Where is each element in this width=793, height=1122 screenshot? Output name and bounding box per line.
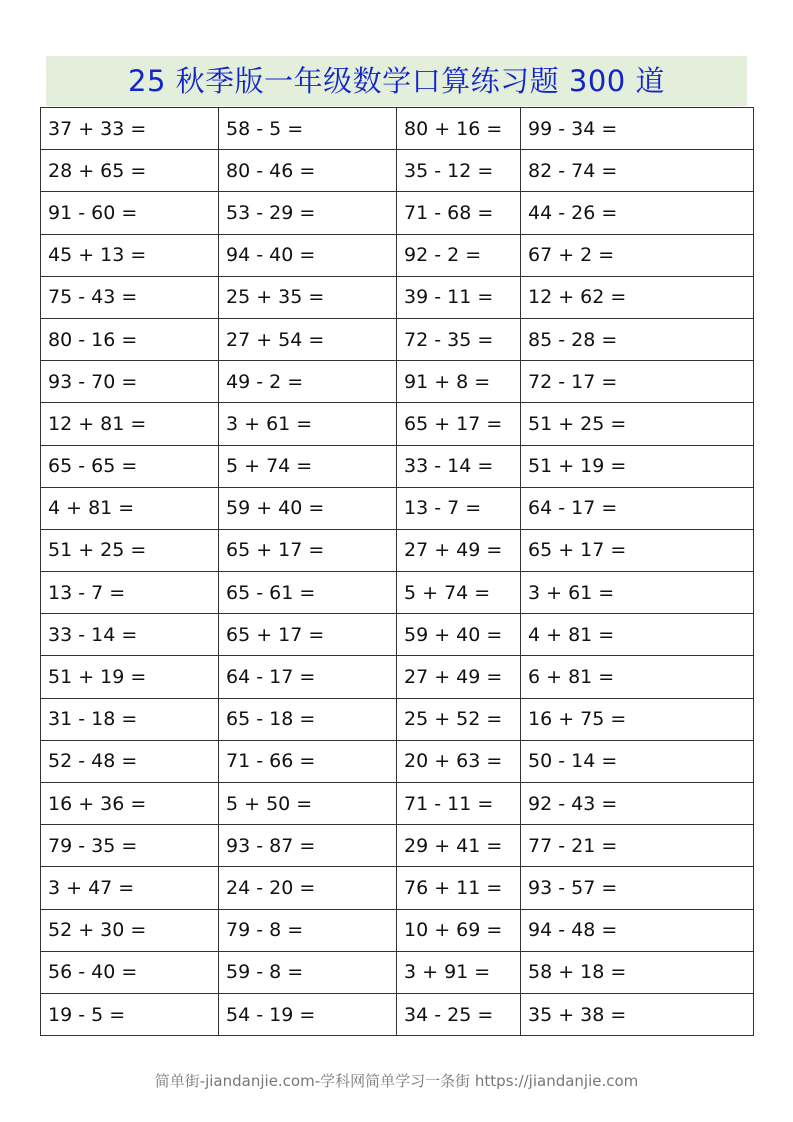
problem-cell: 75 - 43 = bbox=[41, 276, 219, 318]
problem-cell: 91 - 60 = bbox=[41, 192, 219, 234]
table-row bbox=[41, 192, 754, 234]
problem-cell: 3 + 91 = bbox=[397, 951, 521, 993]
problem-cell: 80 - 16 = bbox=[41, 318, 219, 360]
problem-cell: 45 + 13 = bbox=[41, 234, 219, 276]
problem-cell: 65 - 61 = bbox=[219, 572, 397, 614]
problem-cell: 35 + 38 = bbox=[521, 993, 754, 1035]
problem-cell: 5 + 74 = bbox=[219, 445, 397, 487]
problem-cell: 51 + 19 = bbox=[41, 656, 219, 698]
problem-cell: 27 + 49 = bbox=[397, 529, 521, 571]
table-row bbox=[41, 445, 754, 487]
problem-cell: 76 + 11 = bbox=[397, 867, 521, 909]
problem-cell: 59 + 40 = bbox=[219, 487, 397, 529]
problem-cell: 65 + 17 = bbox=[397, 403, 521, 445]
problem-cell: 16 + 36 = bbox=[41, 783, 219, 825]
problem-cell: 71 - 66 = bbox=[219, 740, 397, 782]
problem-cell: 99 - 34 = bbox=[521, 108, 754, 150]
problem-cell: 3 + 47 = bbox=[41, 867, 219, 909]
problem-cell: 16 + 75 = bbox=[521, 698, 754, 740]
problem-cell: 91 + 8 = bbox=[397, 361, 521, 403]
problem-cell: 31 - 18 = bbox=[41, 698, 219, 740]
table-row bbox=[41, 867, 754, 909]
problem-table bbox=[40, 107, 754, 1036]
problem-cell: 94 - 40 = bbox=[219, 234, 397, 276]
title-banner bbox=[46, 56, 747, 106]
problem-cell: 92 - 2 = bbox=[397, 234, 521, 276]
problem-cell: 79 - 35 = bbox=[41, 825, 219, 867]
problem-cell: 28 + 65 = bbox=[41, 150, 219, 192]
problem-cell: 65 + 17 = bbox=[521, 529, 754, 571]
problem-cell: 59 - 8 = bbox=[219, 951, 397, 993]
problem-cell: 52 + 30 = bbox=[41, 909, 219, 951]
problem-cell: 25 + 35 = bbox=[219, 276, 397, 318]
problem-cell: 27 + 49 = bbox=[397, 656, 521, 698]
table-row bbox=[41, 529, 754, 571]
table-row bbox=[41, 572, 754, 614]
problem-cell: 80 - 46 = bbox=[219, 150, 397, 192]
problem-cell: 53 - 29 = bbox=[219, 192, 397, 234]
problem-cell: 77 - 21 = bbox=[521, 825, 754, 867]
problem-cell: 49 - 2 = bbox=[219, 361, 397, 403]
problem-cell: 13 - 7 = bbox=[41, 572, 219, 614]
problem-cell: 51 + 25 = bbox=[521, 403, 754, 445]
problem-cell: 3 + 61 = bbox=[219, 403, 397, 445]
problem-cell: 67 + 2 = bbox=[521, 234, 754, 276]
problem-cell: 6 + 81 = bbox=[521, 656, 754, 698]
problem-cell: 52 - 48 = bbox=[41, 740, 219, 782]
problem-cell: 27 + 54 = bbox=[219, 318, 397, 360]
table-row bbox=[41, 825, 754, 867]
table-row bbox=[41, 361, 754, 403]
table-row bbox=[41, 783, 754, 825]
page-title: 25 秋季版一年级数学口算练习题 300 道 bbox=[128, 63, 665, 98]
table-row bbox=[41, 234, 754, 276]
problem-cell: 37 + 33 = bbox=[41, 108, 219, 150]
problem-cell: 65 - 65 = bbox=[41, 445, 219, 487]
problem-cell: 54 - 19 = bbox=[219, 993, 397, 1035]
problem-cell: 80 + 16 = bbox=[397, 108, 521, 150]
problem-cell: 24 - 20 = bbox=[219, 867, 397, 909]
problem-cell: 33 - 14 = bbox=[41, 614, 219, 656]
problem-cell: 10 + 69 = bbox=[397, 909, 521, 951]
problem-cell: 59 + 40 = bbox=[397, 614, 521, 656]
problem-cell: 71 - 11 = bbox=[397, 783, 521, 825]
table-row bbox=[41, 740, 754, 782]
problem-cell: 58 + 18 = bbox=[521, 951, 754, 993]
table-row bbox=[41, 108, 754, 150]
problem-cell: 58 - 5 = bbox=[219, 108, 397, 150]
table-row bbox=[41, 318, 754, 360]
table-row bbox=[41, 993, 754, 1035]
problem-cell: 93 - 87 = bbox=[219, 825, 397, 867]
problem-cell: 5 + 74 = bbox=[397, 572, 521, 614]
table-row bbox=[41, 614, 754, 656]
problem-cell: 44 - 26 = bbox=[521, 192, 754, 234]
table-row bbox=[41, 403, 754, 445]
table-row bbox=[41, 909, 754, 951]
problem-cell: 94 - 48 = bbox=[521, 909, 754, 951]
problem-cell: 34 - 25 = bbox=[397, 993, 521, 1035]
table-row bbox=[41, 150, 754, 192]
problem-cell: 65 + 17 = bbox=[219, 614, 397, 656]
problem-cell: 64 - 17 = bbox=[521, 487, 754, 529]
table-row bbox=[41, 951, 754, 993]
problem-cell: 65 + 17 = bbox=[219, 529, 397, 571]
problem-cell: 35 - 12 = bbox=[397, 150, 521, 192]
problem-cell: 33 - 14 = bbox=[397, 445, 521, 487]
problem-cell: 3 + 61 = bbox=[521, 572, 754, 614]
table-row bbox=[41, 656, 754, 698]
problem-cell: 50 - 14 = bbox=[521, 740, 754, 782]
problem-cell: 29 + 41 = bbox=[397, 825, 521, 867]
problem-cell: 72 - 17 = bbox=[521, 361, 754, 403]
problem-cell: 93 - 57 = bbox=[521, 867, 754, 909]
problem-cell: 12 + 62 = bbox=[521, 276, 754, 318]
problem-cell: 39 - 11 = bbox=[397, 276, 521, 318]
problem-cell: 51 + 19 = bbox=[521, 445, 754, 487]
page-footer: 简单街-jiandanjie.com-学科网简单学习一条街 https://jiandanjie.com bbox=[154, 1072, 639, 1090]
problem-cell: 20 + 63 = bbox=[397, 740, 521, 782]
problem-cell: 51 + 25 = bbox=[41, 529, 219, 571]
problem-cell: 82 - 74 = bbox=[521, 150, 754, 192]
problem-cell: 85 - 28 = bbox=[521, 318, 754, 360]
problem-cell: 72 - 35 = bbox=[397, 318, 521, 360]
table-row bbox=[41, 276, 754, 318]
problem-cell: 65 - 18 = bbox=[219, 698, 397, 740]
problem-cell: 93 - 70 = bbox=[41, 361, 219, 403]
problem-cell: 71 - 68 = bbox=[397, 192, 521, 234]
problem-cell: 5 + 50 = bbox=[219, 783, 397, 825]
problem-cell: 56 - 40 = bbox=[41, 951, 219, 993]
problem-cell: 4 + 81 = bbox=[521, 614, 754, 656]
problem-cell: 19 - 5 = bbox=[41, 993, 219, 1035]
table-row bbox=[41, 487, 754, 529]
problem-cell: 92 - 43 = bbox=[521, 783, 754, 825]
problem-cell: 25 + 52 = bbox=[397, 698, 521, 740]
problem-cell: 64 - 17 = bbox=[219, 656, 397, 698]
problem-cell: 79 - 8 = bbox=[219, 909, 397, 951]
problem-cell: 4 + 81 = bbox=[41, 487, 219, 529]
table-row bbox=[41, 698, 754, 740]
problem-cell: 13 - 7 = bbox=[397, 487, 521, 529]
problem-cell: 12 + 81 = bbox=[41, 403, 219, 445]
